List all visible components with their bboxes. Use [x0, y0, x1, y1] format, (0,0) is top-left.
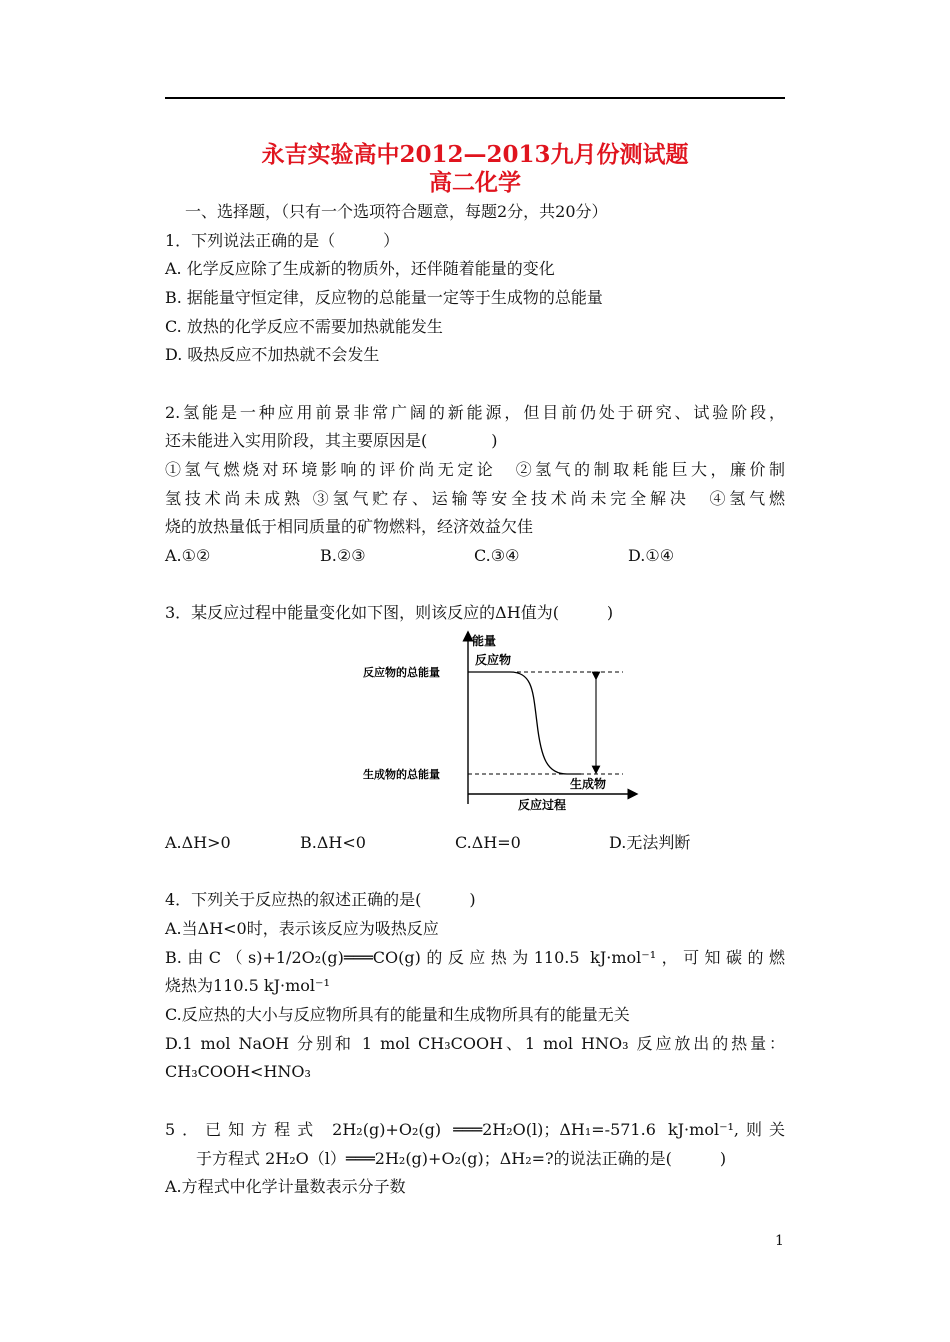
q4-option-b-line1: B.由C（s)+1/2O₂(g)═══CO(g)的反应热为110.5 kJ·mol⁻¹，可知碳的燃	[165, 948, 785, 967]
q5-stem-line1: 5．已知方程式 2H₂(g)+O₂(g) ═══2H₂O(l)；ΔH₁=-571.6 kJ·mol⁻¹,则关	[165, 1120, 785, 1139]
q3-stem: 3．某反应过程中能量变化如下图，则该反应的ΔH值为( )	[165, 603, 614, 622]
x-axis-label: 反应过程	[518, 798, 567, 812]
reactant-energy-label: 反应物的总能量	[363, 666, 440, 679]
q4-option-a: A.当ΔH<0时，表示该反应为吸热反应	[165, 919, 439, 938]
q3-option-c: C.ΔH=0	[455, 833, 521, 852]
product-label: 生成物	[570, 777, 607, 791]
q4-option-c: C.反应热的大小与反应物所具有的能量和生成物所具有的能量无关	[165, 1005, 630, 1024]
reactant-label: 反应物	[475, 653, 512, 667]
q2-statement-line1: ①氢气燃烧对环境影响的评价尚无定论 ②氢气的制取耗能巨大，廉价制	[165, 460, 785, 479]
q4-option-b-line2: 烧热为110.5 kJ·mol⁻¹	[165, 976, 330, 995]
q2-statement-line2: 氢技术尚未成熟 ③氢气贮存、运输等安全技术尚未完全解决 ④氢气燃	[165, 489, 785, 508]
q2-option-b: B.②③	[320, 546, 366, 565]
q4-option-d-line2: CH₃COOH<HNO₃	[165, 1062, 311, 1081]
q2-statement-line3: 烧的放热量低于相同质量的矿物燃料，经济效益欠佳	[165, 517, 534, 536]
q1-option-a: A. 化学反应除了生成新的物质外，还伴随着能量的变化	[165, 259, 555, 278]
q1-option-c: C. 放热的化学反应不需要加热就能发生	[165, 317, 443, 336]
product-energy-label: 生成物的总能量	[363, 768, 440, 781]
q2-option-c: C.③④	[474, 546, 520, 565]
page-subtitle: 高二化学	[429, 169, 521, 196]
energy-diagram	[355, 628, 645, 818]
y-axis-label: 能量	[472, 634, 497, 648]
energy-curve	[468, 672, 581, 774]
q2-option-a: A.①②	[165, 546, 211, 565]
q1-stem: 1．下列说法正确的是（ ）	[165, 231, 400, 250]
q4-option-d-line1: D.1 mol NaOH 分别和 1 mol CH₃COOH、1 mol HNO₃ 反应放出的热量：	[165, 1034, 785, 1053]
q2-stem-line2: 还未能进入实用阶段，其主要原因是( )	[165, 431, 498, 450]
q3-option-a: A.ΔH>0	[165, 833, 231, 852]
header-rule	[165, 97, 785, 99]
q2-stem-line1: 2.氢能是一种应用前景非常广阔的新能源，但目前仍处于研究、试验阶段，	[165, 403, 785, 422]
q3-option-b: B.ΔH<0	[300, 833, 366, 852]
q1-option-b: B. 据能量守恒定律，反应物的总能量一定等于生成物的总能量	[165, 288, 603, 307]
page-number: 1	[775, 1233, 784, 1249]
page-title: 永吉实验高中2012—2013九月份测试题	[261, 141, 689, 168]
q4-stem: 4．下列关于反应热的叙述正确的是( )	[165, 890, 476, 909]
q5-option-a: A.方程式中化学计量数表示分子数	[165, 1177, 406, 1196]
q3-option-d: D.无法判断	[609, 833, 691, 852]
q1-option-d: D. 吸热反应不加热就不会发生	[165, 345, 380, 364]
q2-option-d: D.①④	[628, 546, 675, 565]
q5-stem-line2: 于方程式 2H₂O（l）═══2H₂(g)+O₂(g)；ΔH₂=?的说法正确的是( )	[196, 1149, 727, 1168]
section-heading: 一、选择题，（只有一个选项符合题意，每题2分，共20分）	[185, 202, 608, 221]
